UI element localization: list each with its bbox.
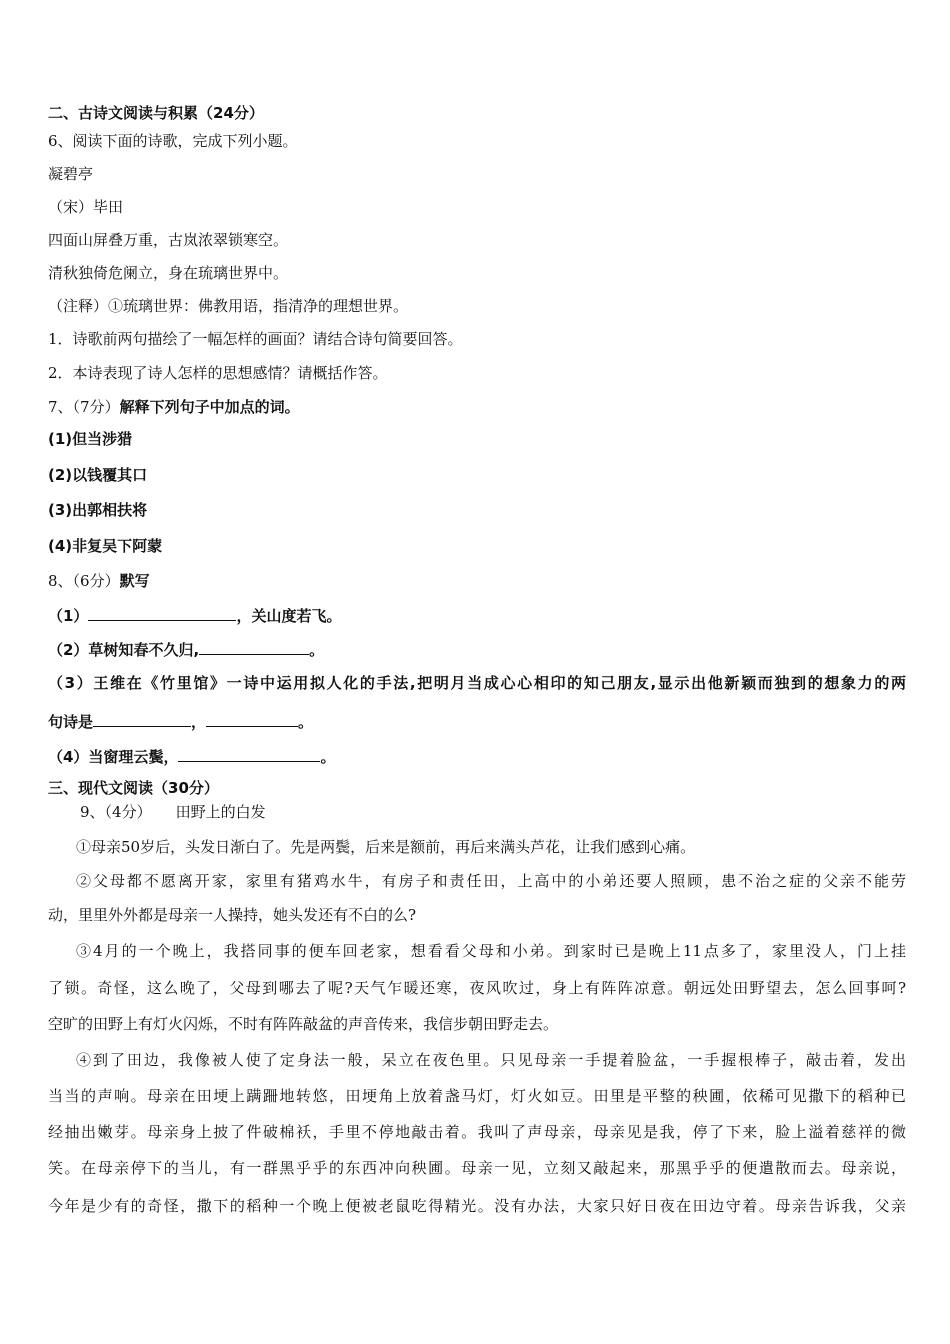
q8-heading <box>48 571 150 591</box>
q8-item-3-line-1: （3）王维在《竹里馆》一诗中运用拟人化的手法,把明月当成心心相印的知己朋友,显示出他新颖而独到的想象力的两 <box>48 674 906 692</box>
paragraph-3-line-1: ③4月的一个晚上，我搭同事的便车回老家，想看看父母和小弟。到家时已是晚上11点多了，家里没人，门上挂 <box>76 942 906 960</box>
paragraph-1: ①母亲50岁后，头发日渐白了。先是两鬓，后来是额前，再后来满头芦花，让我们感到心痛。 <box>76 838 696 856</box>
q8-item-4: （4）当窗理云鬓， 。 <box>48 745 335 767</box>
poem-line-2: 清秋独倚危阑立，身在琉璃世界中。 <box>48 264 289 282</box>
article-title: 田野上的白发 <box>175 803 266 821</box>
paragraph-2-line-2: 动，里里外外都是母亲一人操持，她头发还有不白的么? <box>48 906 417 924</box>
answer-blank[interactable] <box>178 745 320 762</box>
paragraph-4-line-5: 今年是少有的奇怪，撒下的稻种一个晚上便被老鼠吃得精光。没有办法，大家只好日夜在田边守着。母亲告诉我，父亲 <box>48 1197 906 1215</box>
q6-intro: 6、阅读下面的诗歌，完成下列小题。 <box>48 132 298 150</box>
answer-blank[interactable] <box>199 638 309 655</box>
poem-title: 凝碧亭 <box>48 165 94 183</box>
q6-sub-question-1: 1．诗歌前两句描绘了一幅怎样的画面？请结合诗句简要回答。 <box>48 330 463 348</box>
section-2-heading: 二、古诗文阅读与积累（24分） <box>48 104 264 122</box>
q8-item-1: （1） ，关山度若飞。 <box>48 604 341 626</box>
paragraph-4-line-2: 当当的声响。母亲在田埂上蹒跚地转悠，田埂角上放着盏马灯，灯火如豆。田里是平整的秧圃，依稀可见撒下的稻种已 <box>48 1087 906 1105</box>
poem-line-1: 四面山屏叠万重，古岚浓翠锁寒空。 <box>48 231 289 249</box>
q7-item-4: (4)非复吴下阿蒙 <box>48 537 163 555</box>
poem-note: （注释）①琉璃世界：佛教用语，指清净的理想世界。 <box>48 297 409 315</box>
answer-blank[interactable] <box>93 710 191 727</box>
q7-item-1: (1)但当涉猎 <box>48 430 133 448</box>
paragraph-4-line-4: 笑。在母亲停下的当儿，有一群黑乎乎的东西冲向秧圃。母亲一见，立刻又敲起来，那黑乎乎的便遣散而去。母亲说， <box>48 1159 906 1177</box>
paragraph-4-line-1: ④到了田边，我像被人使了定身法一般，呆立在夜色里。只见母亲一手提着脸盆，一手握根棒子，敲击着，发出 <box>76 1051 906 1069</box>
paragraph-3-line-3: 空旷的田野上有灯火闪烁，不时有阵阵敲盆的声音传来，我信步朝田野走去。 <box>48 1015 559 1033</box>
q7-heading <box>48 397 300 417</box>
q8-number: 8、（6分） <box>48 572 120 590</box>
paragraph-2-line-1: ②父母都不愿离开家，家里有猪鸡水牛，有房子和责任田，上高中的小弟还要人照顾，患不治之症的父亲不能劳 <box>76 872 906 890</box>
q7-title: 解释下列句子中加点的词。 <box>119 398 300 416</box>
paragraph-3-line-2: 了锁。奇怪，这么晚了，父母到哪去了呢?天气乍暖还寒，夜风吹过，身上有阵阵凉意。朝远处田野望去，怎么回事呵? <box>48 979 906 997</box>
section-3-heading: 三、现代文阅读（30分） <box>48 779 219 797</box>
q7-item-2: (2)以钱覆其口 <box>48 466 148 484</box>
q6-sub-question-2: 2．本诗表现了诗人怎样的思想感情？请概括作答。 <box>48 364 388 382</box>
q8-title: 默写 <box>119 572 150 590</box>
q7-item-3: (3)出郭相扶将 <box>48 501 148 519</box>
q8-item-2: （2）草树知春不久归, 。 <box>48 638 324 660</box>
q7-number: 7、（7分） <box>48 398 120 416</box>
paragraph-4-line-3: 经抽出嫩芽。母亲身上披了件破棉袄，手里不停地敲击着。我叫了声母亲，母亲见是我，停了下来，脸上溢着慈祥的微 <box>48 1123 906 1141</box>
poem-author: （宋）毕田 <box>48 198 124 216</box>
q9-heading <box>80 802 266 822</box>
answer-blank[interactable] <box>88 604 236 621</box>
q8-item-3-line-2: 句诗是 ， 。 <box>48 710 313 732</box>
q9-label: 9、（4分） <box>80 803 152 821</box>
answer-blank[interactable] <box>206 710 298 727</box>
